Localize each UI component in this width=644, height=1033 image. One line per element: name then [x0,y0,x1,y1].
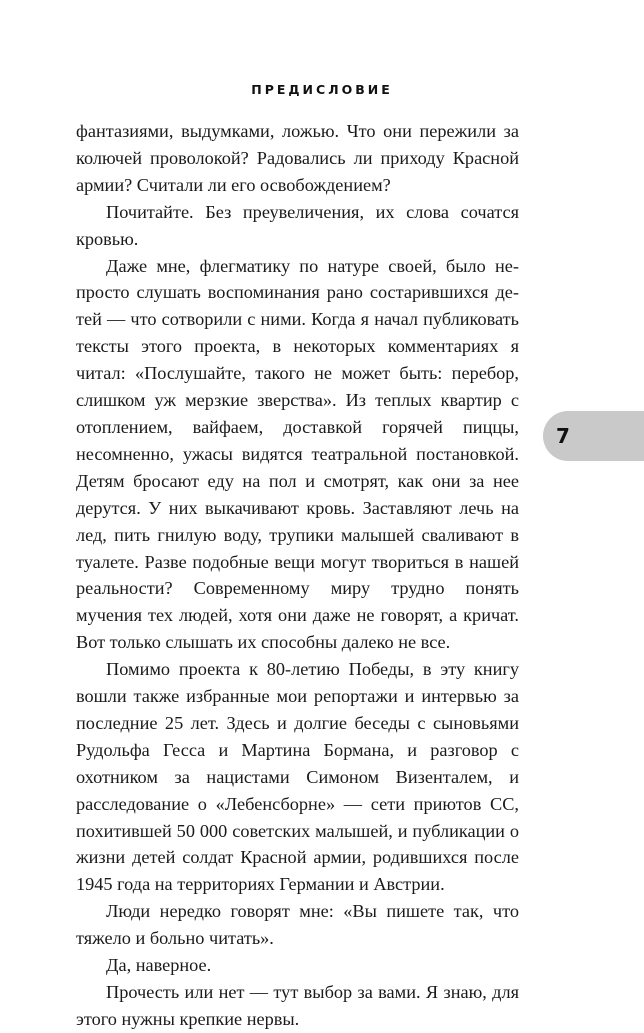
paragraph: Почитайте. Без преувеличения, их слова сочатся кровью. [76,201,519,249]
paragraph: Да, наверное. [106,955,212,976]
running-header-title: ПРЕДИСЛОВИЕ [251,82,393,97]
paragraph: Даже мне, флегматику по натуре своей, было непросто слушать воспоминания рано состарившихся детей — что сотворили с ними. Когда я начал публиковать тексты этого проекта, в некоторых комментариях я читал: «Послушайте, такого не может быть: перебор, слишком уж мерзкие зверства». Из теплых квартир с отоплением, вайфаем, доставкой горячей пиццы, несомненно, ужасы видятся театральной постановкой. Детям бросают еду на пол и смотрят, как они за нее дерутся. У них выкачивают кровь. Заставляют лечь на лед, пить гнилую воду, трупики малышей сваливают в туалете. Разве подобные вещи могут твориться в нашей реальности? Современному миру трудно понять мучения тех людей, хотя они даже не говорят, а кричат. Вот только слышать их способны далеко не все. [76,255,519,653]
paragraph: Люди нередко говорят мне: «Вы пишете так, что тяжело и больно читать». [76,901,519,949]
page-number: 7 [556,424,570,448]
paragraph: Помимо проекта к 80-летию Победы, в эту книгу вошли также избранные мои репортажи и интервью за последние 25 лет. Здесь и долгие беседы с сыновьями Рудольфа Гесса и Мартина Бормана, и разговор с охотником за нацистами Симоном Визенталем, и расследование о «Лебенсборне» — сети приютов СС, похитившей 50 000 советских малышей, и публикации о жизни детей солдат Красной армии, родившихся после 1945 года на территориях Германии и Австрии. [76,659,519,895]
paragraph: Прочесть или нет — тут выбор за вами. Я знаю, для этого нужны крепкие нервы. [76,982,519,1029]
paragraph-continuation: фантазиями, выдумками, ложью. Что они пережили за колючей проволокой? Радовались ли приходу Красной армии? Считали ли его освобождением? [76,121,519,195]
body-text [76,118,519,1033]
